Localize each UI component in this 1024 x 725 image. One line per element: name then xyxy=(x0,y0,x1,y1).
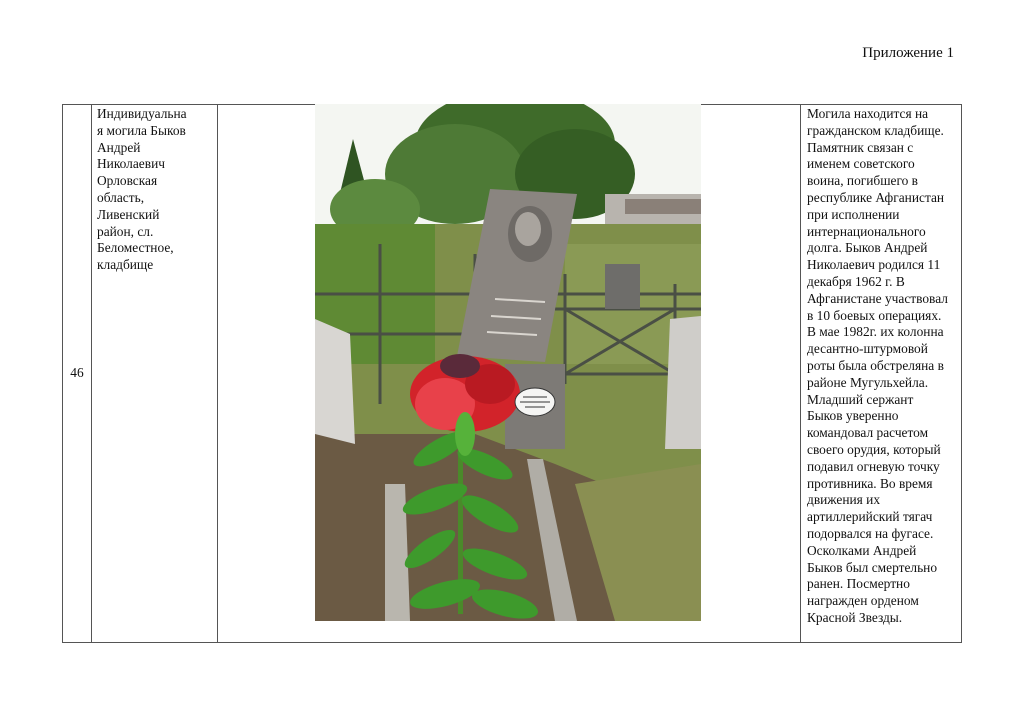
photo-cell xyxy=(218,105,801,643)
memorial-table xyxy=(62,104,962,643)
grave-description-text: Могила находится на гражданском кладбище. Памятник связан с именем советского воина, погибшего в республике Афганистан при исполнении интернационального долга. Быков Андрей Николаевич родился 11 декабря 1962 г. В Афганистане участвовал в 10 боевых операциях. В мае 1982г. их колонна десантно-штурмовой роты была обстреляна в районе Мугульхейла. Младший сержант Быков уверенно командовал расчетом своего орудия, который подавил огневую точку противника. Во время движения их артиллерийский тягач подорвался на фугасе. Осколками Андрей Быков был смертельно ранен. Посмертно награжден орденом Красной Звезды. xyxy=(807,106,948,625)
table-row xyxy=(63,105,962,643)
grave-description-cell xyxy=(801,105,962,643)
appendix-label: Приложение 1 xyxy=(862,45,954,61)
grave-name-cell xyxy=(92,105,218,643)
grave-name-text: Индивидуальна я могила Быков Андрей Николаевич Орловская область, Ливенский район, сл. Беломестное, кладбище xyxy=(97,106,187,273)
row-number: 46 xyxy=(63,105,92,643)
grave-photo xyxy=(315,104,701,621)
grave-photo-image xyxy=(315,104,701,621)
